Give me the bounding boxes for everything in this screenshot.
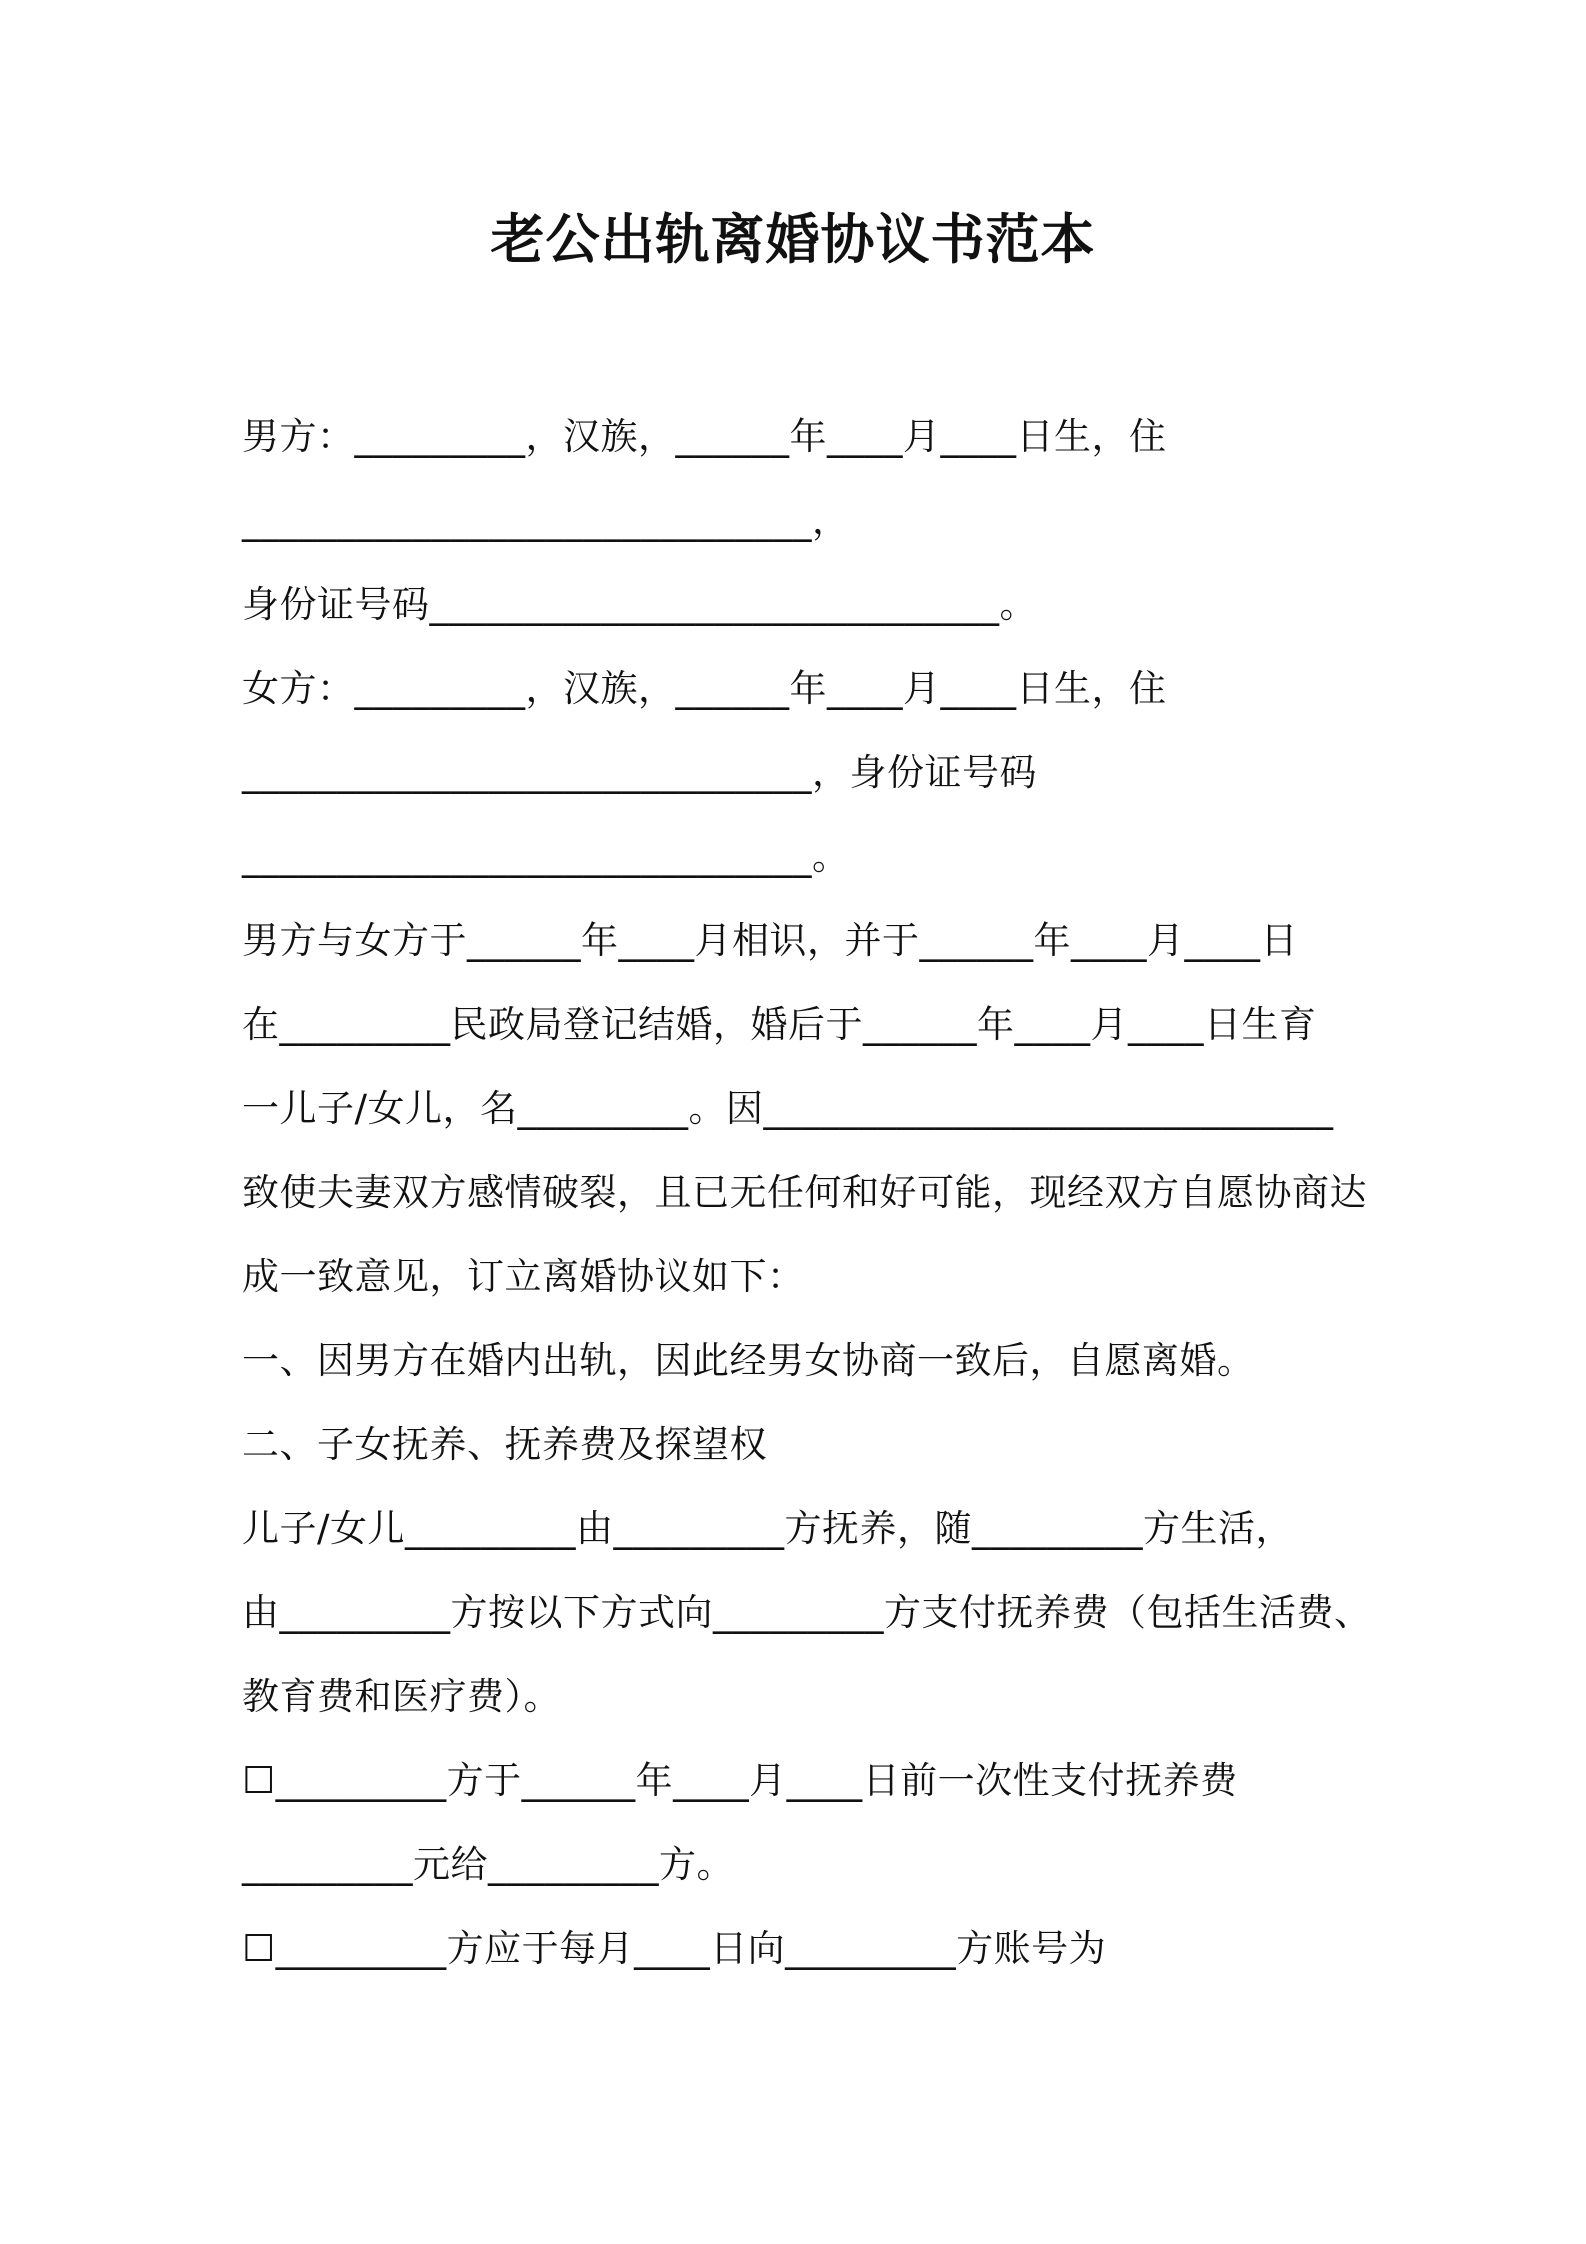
text-line-marriage-4: 致使夫妻双方感情破裂，且已无任何和好可能，现经双方自愿协商达 <box>242 1171 1367 1214</box>
text-line-marriage-1: 男方与女方于______年____月相识，并于______年____月____日 <box>242 919 1298 962</box>
text-line-female-info: 女方：_________，汉族，______年____月____日生，住 <box>242 667 1167 710</box>
text-line-male-id: 身份证号码______________________________。 <box>242 583 1037 626</box>
text-line-custody-1: 儿子/女儿_________由_________方抚养，随_________方生活， <box>242 1507 1293 1550</box>
clause-2-heading: 二、子女抚养、抚养费及探望权 <box>242 1423 767 1466</box>
option-monthly: ☐_________方应于每月____日向_________方账号为 <box>242 1927 1107 1970</box>
text-line-marriage-2: 在_________民政局登记结婚，婚后于______年____月____日生育 <box>242 1003 1317 1046</box>
clause-1: 一、因男方在婚内出轨，因此经男女协商一致后，自愿离婚。 <box>242 1339 1255 1382</box>
document-title: 老公出轨离婚协议书范本 <box>490 208 1096 271</box>
text-line-marriage-5: 成一致意见，订立离婚协议如下： <box>242 1255 805 1298</box>
text-line-marriage-3: 一儿子/女儿，名_________。因______________________________ <box>242 1087 1334 1130</box>
text-line-lump-sum-amount: _________元给_________方。 <box>242 1843 734 1886</box>
text-line-female-id: ______________________________。 <box>242 835 850 878</box>
text-line-female-address: ______________________________，身份证号码 <box>242 751 1037 794</box>
text-line-male-info: 男方：_________，汉族，______年____月____日生，住 <box>242 415 1167 458</box>
text-line-custody-2: 由_________方按以下方式向_________方支付抚养费（包括生活费、 <box>242 1591 1372 1634</box>
text-line-male-address: ______________________________， <box>242 499 850 542</box>
option-lump-sum: ☐_________方于______年____月____日前一次性支付抚养费 <box>242 1759 1238 1802</box>
text-line-custody-3: 教育费和医疗费）。 <box>242 1675 561 1718</box>
